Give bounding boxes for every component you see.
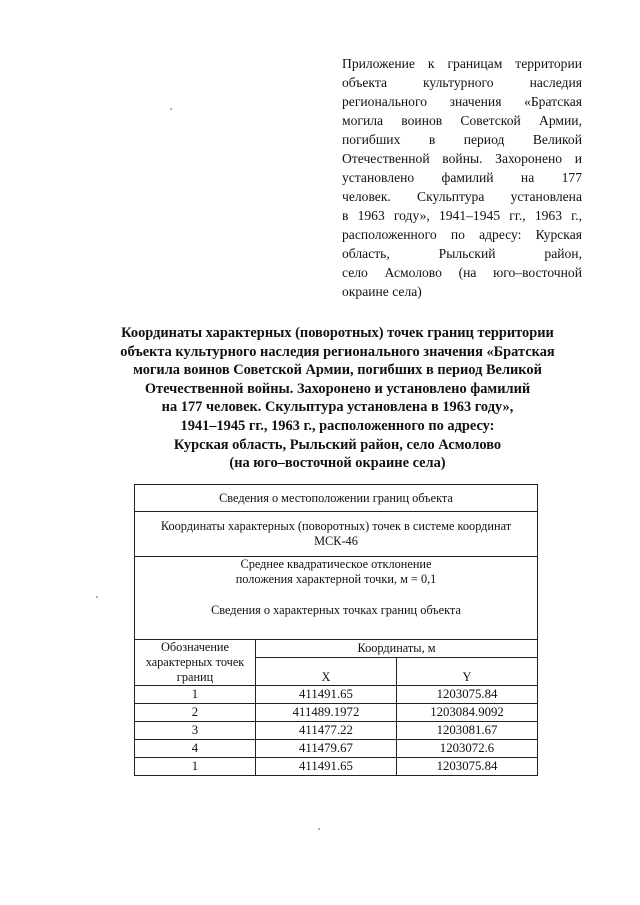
scan-speck — [170, 108, 172, 110]
appendix-note — [342, 54, 582, 301]
table-row — [135, 740, 538, 758]
heading-line: 1941–1945 гг., 1963 г., расположенного по адресу: — [180, 417, 495, 434]
appendix-line: регионального значения «Братская — [342, 94, 582, 109]
heading-line: (на юго–восточной окраине села) — [229, 455, 446, 472]
accuracy-value: положения характерной точки, м = 0,1 — [235, 572, 437, 586]
location-info-cell: Сведения о местоположении границ объекта — [135, 485, 538, 512]
scan-speck — [318, 828, 320, 830]
point-y: 1203084.9092 — [397, 704, 538, 722]
appendix-line: объекта культурного наследия — [342, 75, 582, 90]
appendix-line: могила воинов Советской Армии, — [342, 113, 582, 128]
appendix-line: область, Рыльский район, — [342, 246, 582, 261]
point-x: 411479.67 — [256, 740, 397, 758]
appendix-line: окраине села) — [342, 284, 422, 299]
point-y: 1203072.6 — [397, 740, 538, 758]
heading-line: Координаты характерных (поворотных) точек границ территории — [121, 325, 554, 341]
heading-line: могила воинов Советской Армии, погибших в период Великой — [133, 362, 542, 379]
points-info: Сведения о характерных точках границ объекта — [211, 603, 461, 617]
point-id: 1 — [135, 686, 256, 704]
point-y: 1203081.67 — [397, 722, 538, 740]
table-row — [135, 704, 538, 722]
appendix-line: Отечественной войны. Захоронено и — [342, 151, 582, 166]
appendix-line: Приложение к границам территории — [342, 56, 582, 71]
point-id: 3 — [135, 722, 256, 740]
column-header-id: Обозначение характерных точек границ — [135, 640, 256, 686]
point-x: 411477.22 — [256, 722, 397, 740]
point-x: 411489.1972 — [256, 704, 397, 722]
point-x: 411491.65 — [256, 686, 397, 704]
accuracy-line: Среднее квадратическое отклонение — [240, 557, 432, 571]
coord-system-line: Координаты характерных (поворотных) точек в системе координат — [160, 519, 512, 533]
coordinates-table — [134, 484, 538, 776]
scan-speck — [96, 596, 98, 598]
appendix-line: в 1963 году», 1941–1945 гг., 1963 г., — [342, 208, 582, 223]
document-heading — [100, 324, 575, 473]
coord-system-cell — [135, 512, 538, 557]
heading-line: на 177 человек. Скульптура установлена в 1963 году», — [161, 399, 514, 416]
coord-system-name: МСК-46 — [314, 534, 358, 548]
point-id: 4 — [135, 740, 256, 758]
point-y: 1203075.84 — [397, 686, 538, 704]
point-y: 1203075.84 — [397, 758, 538, 776]
appendix-line: человек. Скульптура установлена — [342, 189, 582, 204]
appendix-line: установлено фамилий на 177 — [342, 170, 582, 185]
heading-line: объекта культурного наследия регионального значения «Братская — [120, 343, 555, 360]
column-header-y: Y — [397, 658, 538, 686]
accuracy-cell — [135, 557, 538, 640]
point-x: 411491.65 — [256, 758, 397, 776]
appendix-line: погибших в период Великой — [342, 132, 582, 147]
heading-line: Отечественной войны. Захоронено и установлено фамилий — [144, 380, 531, 397]
table-row — [135, 722, 538, 740]
column-header-x: X — [256, 658, 397, 686]
appendix-line: село Асмолово (на юго–восточной — [342, 265, 582, 280]
heading-line: Курская область, Рыльский район, село Асмолово — [173, 436, 502, 453]
point-id: 2 — [135, 704, 256, 722]
column-header-coordinates: Координаты, м — [256, 640, 538, 658]
table-row — [135, 686, 538, 704]
appendix-line: расположенного по адресу: Курская — [342, 227, 582, 242]
point-id: 1 — [135, 758, 256, 776]
table-row — [135, 758, 538, 776]
